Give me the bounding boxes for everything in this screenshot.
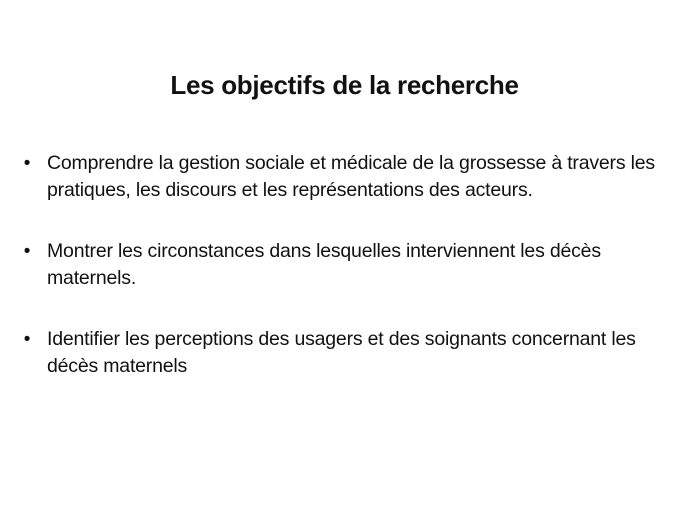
bullet-item xyxy=(20,326,670,380)
bullet-item xyxy=(20,150,670,204)
bullet-text: Identifier les perceptions des usagers et des soignants concernant les décès maternels xyxy=(47,328,636,377)
bullet-text: Montrer les circonstances dans lesquelles interviennent les décès maternels. xyxy=(47,240,601,289)
bullet-list xyxy=(20,150,670,380)
bullet-point-icon: • xyxy=(23,241,31,262)
bullet-text: Comprendre la gestion sociale et médicale de la grossesse à travers les pratiques, les discours et les représentations des acteurs. xyxy=(47,152,655,201)
bullet-item xyxy=(20,238,670,292)
bullet-point-icon: • xyxy=(23,329,31,350)
slide-title: Les objectifs de la recherche xyxy=(170,70,519,100)
bullet-point-icon: • xyxy=(23,153,31,174)
